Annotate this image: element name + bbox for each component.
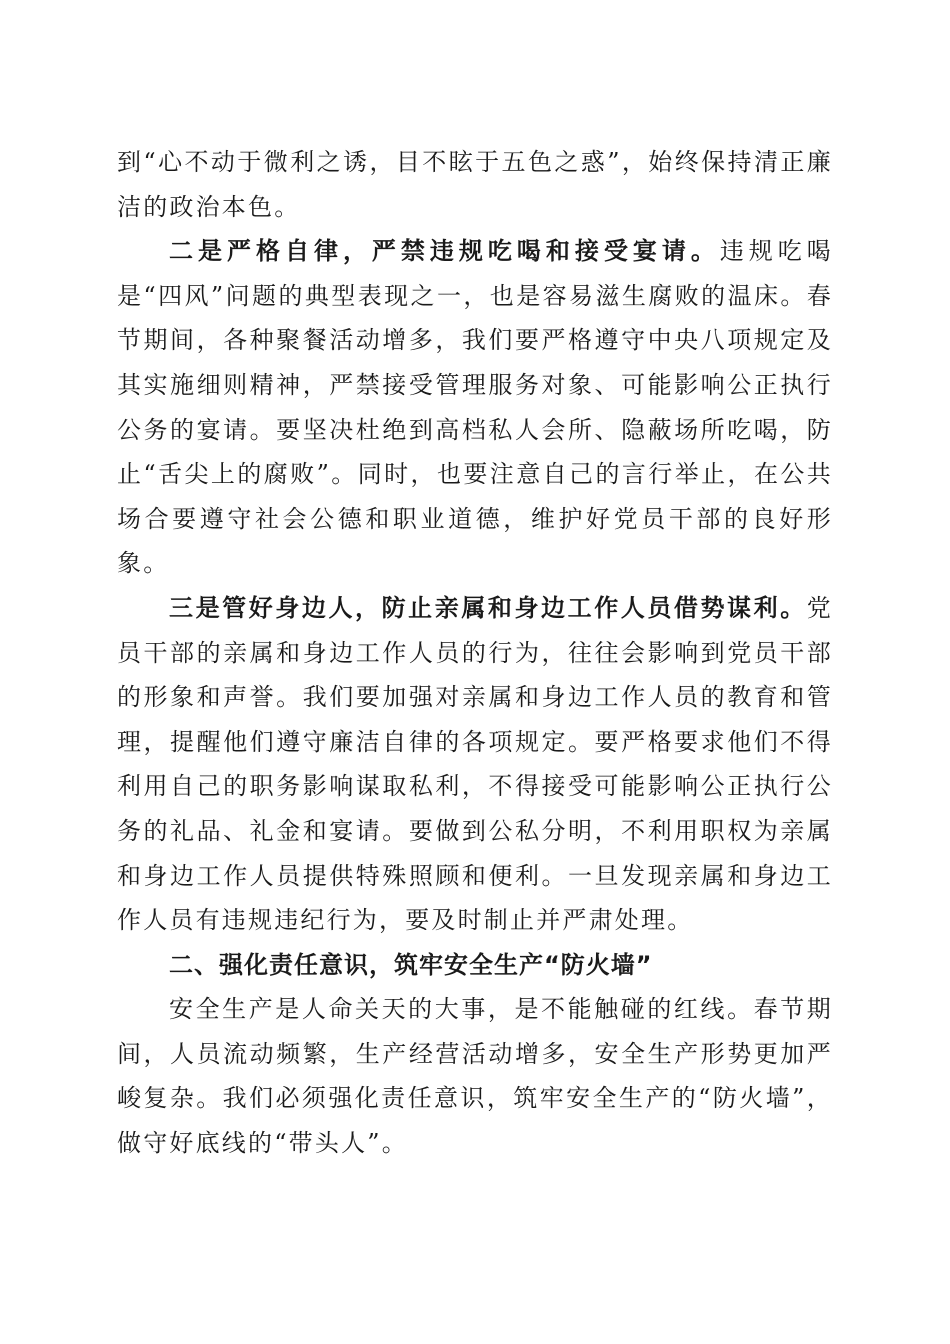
paragraph-lead-self-discipline: 二是严格自律，严禁违规吃喝和接受宴请。	[169, 236, 720, 266]
paragraph-manage-relatives	[117, 586, 833, 943]
paragraph-body-self-discipline: 违规吃喝是“四风”问题的典型表现之一，也是容易滋生腐败的温床。春节期间，各种聚餐活动增多，我们要严格遵守中央八项规定及其实施细则精神，严禁接受管理服务对象、可能影响公正执行公务的宴请。要坚决杜绝到高档私人会所、隐蔽场所吃喝，防止“舌尖上的腐败”。同时，也要注意自己的言行举止，在公共场合要遵守社会公德和职业道德，维护好党员干部的良好形象。	[117, 237, 833, 578]
paragraph-body-manage-relatives: 党员干部的亲属和身边工作人员的行为，往往会影响到党员干部的形象和声誉。我们要加强对亲属和身边工作人员的教育和管理，提醒他们遵守廉洁自律的各项规定。要严格要求他们不得利用自己的职务影响谋取私利，不得接受可能影响公正执行公务的礼品、礼金和宴请。要做到公私分明，不利用职权为亲属和身边工作人员提供特殊照顾和便利。一旦发现亲属和身边工作人员有违规违纪行为，要及时制止并严肃处理。	[117, 593, 833, 935]
paragraph-safety: 安全生产是人命关天的大事，是不能触碰的红线。春节期间，人员流动频繁，生产经营活动增多，安全生产形势更加严峻复杂。我们必须强化责任意识，筑牢安全生产的“防火墙”，做守好底线的“带头人”。	[117, 995, 833, 1158]
section-heading-safety: 二、强化责任意识，筑牢安全生产“防火墙”	[169, 950, 653, 979]
paragraph-self-discipline	[117, 229, 833, 586]
document-page	[117, 140, 833, 1166]
paragraph-lead-manage-relatives: 三是管好身边人，防止亲属和身边工作人员借势谋利。	[169, 592, 807, 622]
paragraph-continuation: 到“心不动于微利之诱，目不眩于五色之惑”，始终保持清正廉洁的政治本色。	[117, 148, 833, 221]
